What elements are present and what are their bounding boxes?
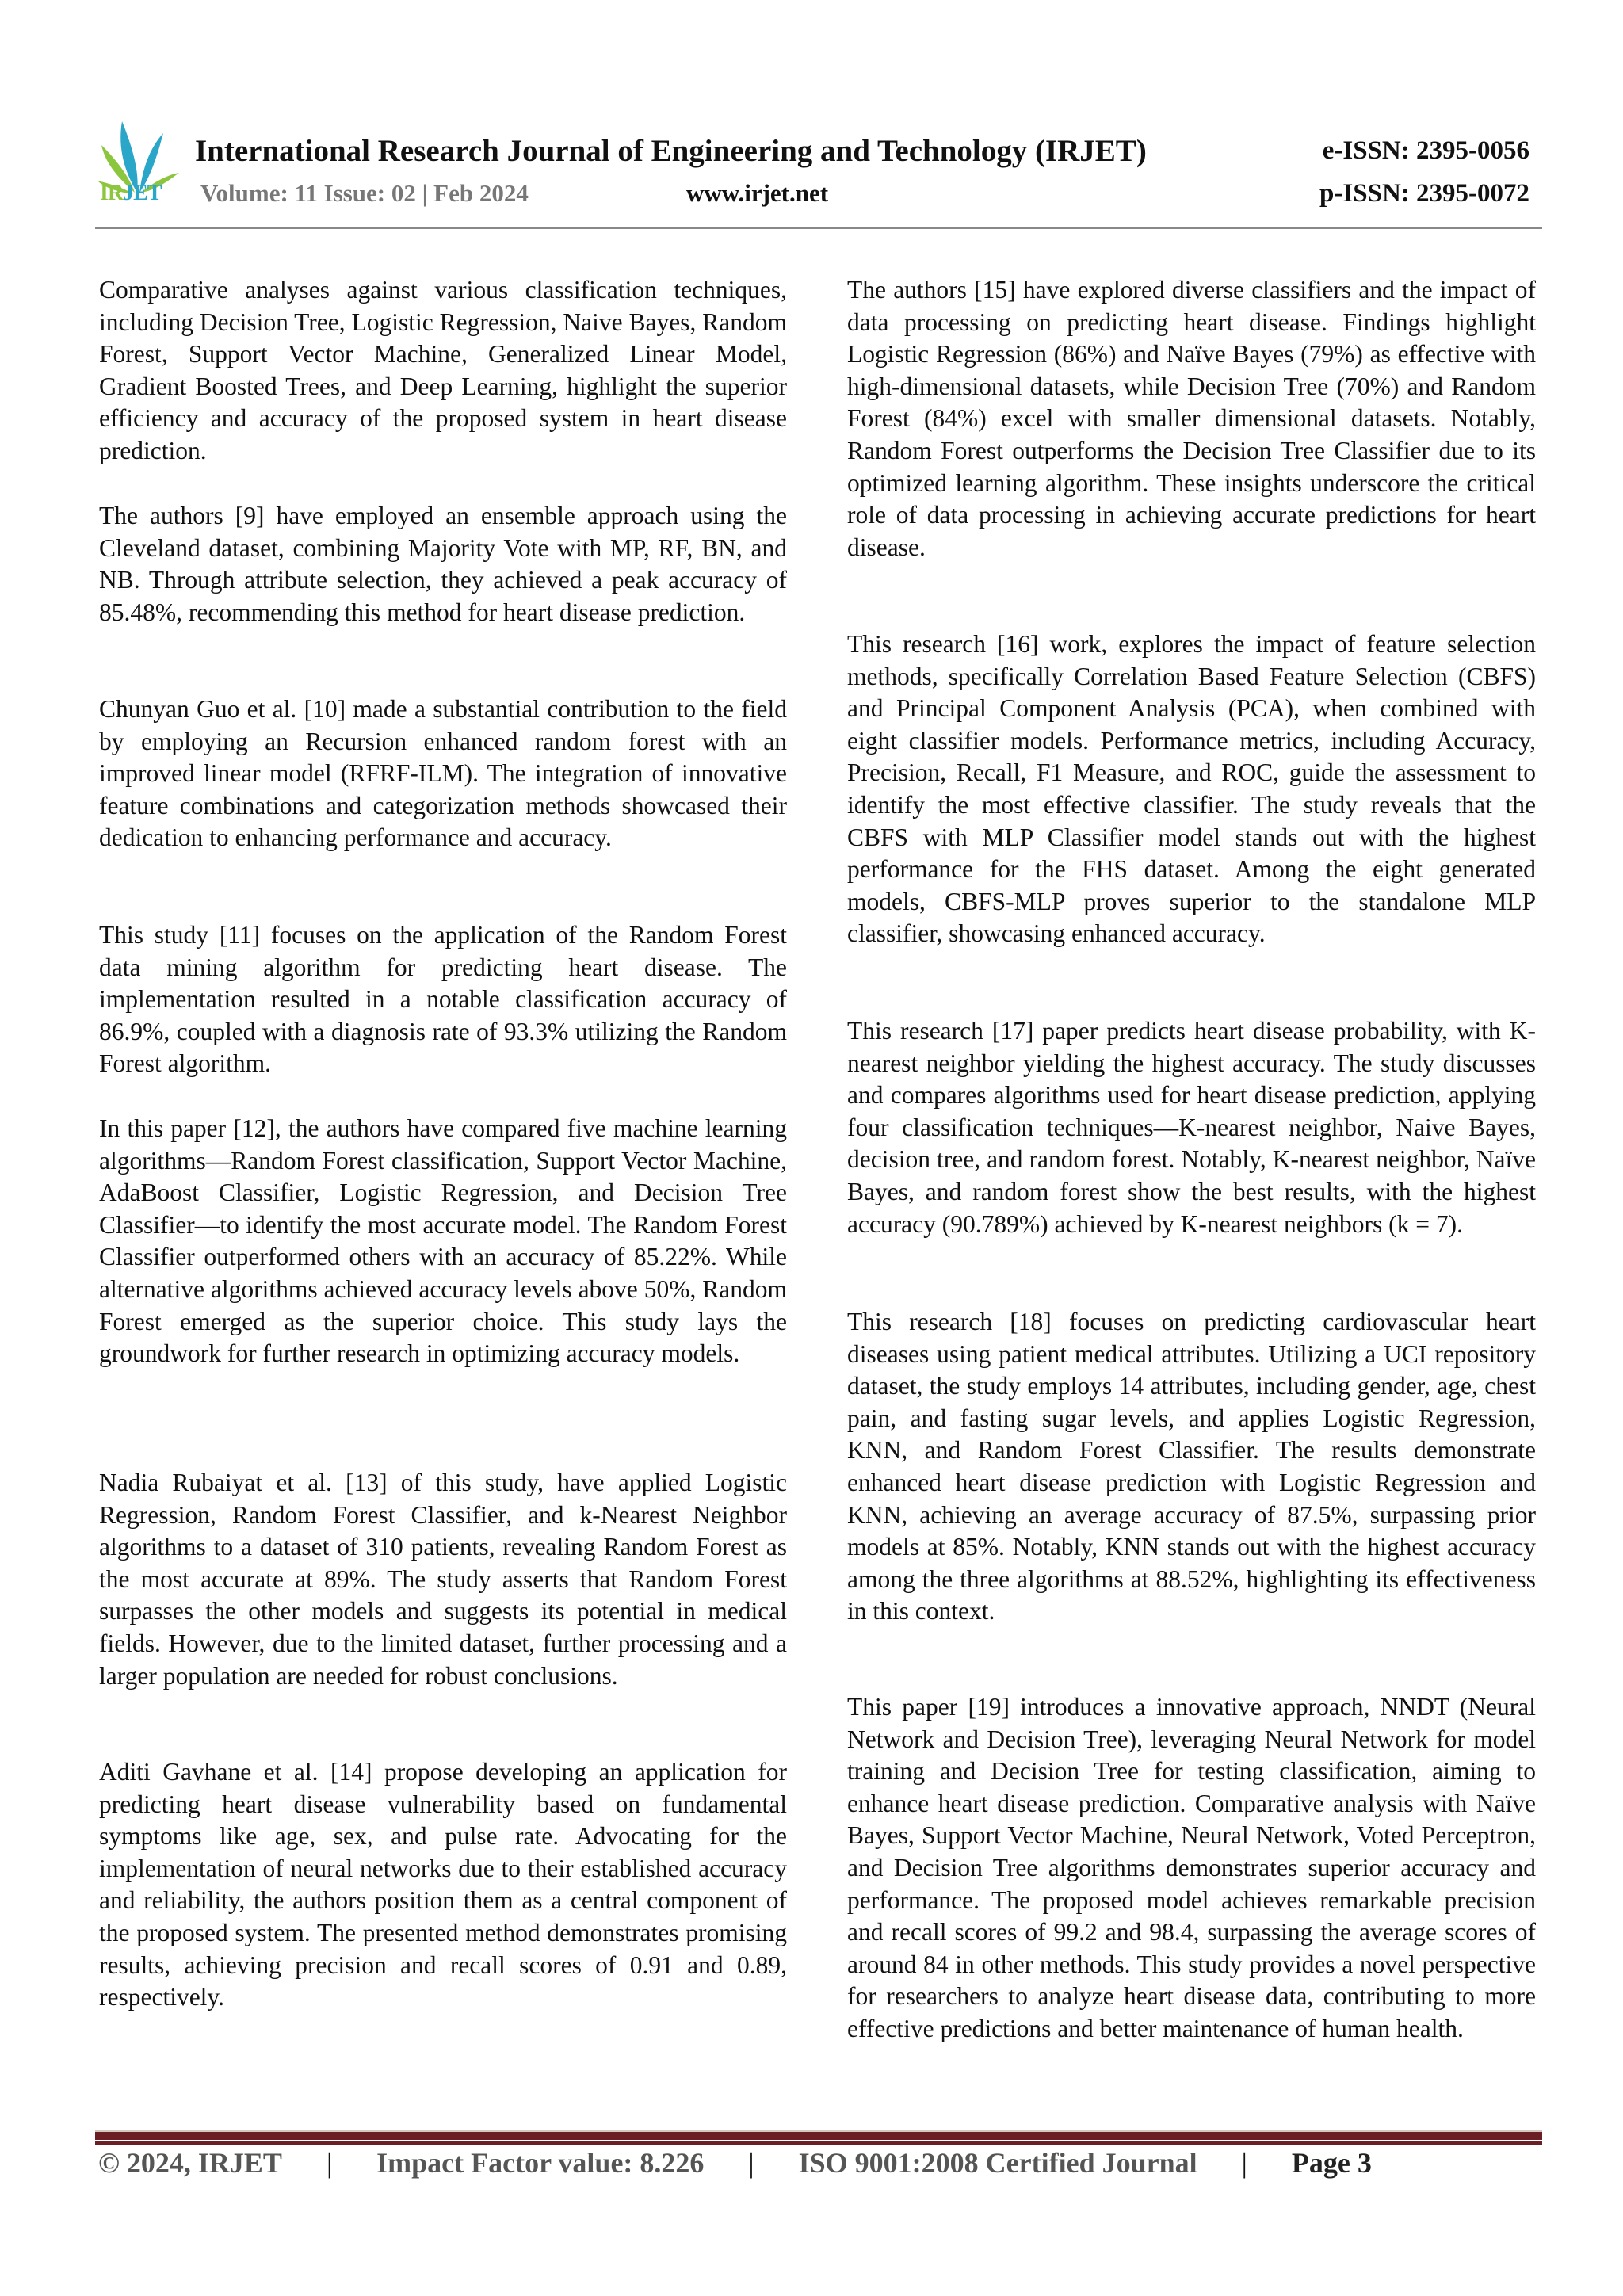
logo-text: IRJET <box>100 181 162 205</box>
paragraph: In this paper [12], the authors have compared five machine learning algorithms—Random Forest classification, Support Vector Machine, AdaBoost Classifier, Logistic Regression, and Decision Tree Classifier—to identify the most accurate model. The Random Forest Classifier outperformed others with an accuracy of 85.22%. While alternative algorithms achieved accuracy levels above 50%, Random Forest emerged as the superior choice. This study lays the groundwork for further research in optimizing accuracy models. <box>99 1114 787 1368</box>
paragraph: This research [17] paper predicts heart disease probability, with K-nearest neighbor yielding the highest accuracy. The study discusses and compares algorithms used for heart disease prediction, applying four classification techniques—K-nearest neighbor, Naive Bayes, decision tree, and random forest. Notably, K-nearest neighbor, Naïve Bayes, and random forest show the best results, with the highest accuracy (90.789%) achieved by K-nearest neighbors (k = 7). <box>847 1017 1536 1238</box>
paragraph: Chunyan Guo et al. [10] made a substantial contribution to the field by employing an Recursion enhanced random forest with an improved linear model (RFRF-ILM). The integration of innovative feature combinations and categorization methods showcased their dedication to enhancing performance and accuracy. <box>99 695 787 852</box>
paragraph: This study [11] focuses on the application of the Random Forest data mining algorithm for predicting heart disease. The implementation resulted in a notable classification accuracy of 86.9%, coupled with a diagnosis rate of 93.3% utilizing the Random Forest algorithm. <box>99 921 787 1078</box>
website-link[interactable]: www.irjet.net <box>686 179 829 207</box>
volume-issue: Volume: 11 Issue: 02 | Feb 2024 <box>200 179 529 207</box>
footer-divider <box>95 2130 1542 2140</box>
paragraph: Nadia Rubaiyat et al. [13] of this study, have applied Logistic Regression, Random Forest Classifier, and k-Nearest Neighbor algorithms to a dataset of 310 patients, revealing Random Forest as the most accurate at 89%. The study asserts that Random Forest surpasses the other models and suggests its potential in medical fields. However, due to the limited dataset, further processing and a larger population are needed for robust conclusions. <box>99 1469 787 1690</box>
separator: | <box>326 2147 333 2179</box>
paragraph: This paper [19] introduces a innovative approach, NNDT (Neural Network and Decision Tree), leveraging Neural Network for model training and Decision Tree for testing classification, aiming to enhance heart disease prediction. Comparative analysis with Naïve Bayes, Support Vector Machine, Neural Network, Voted Perceptron, and Decision Tree algorithms demonstrates superior accuracy and performance. The proposed model achieves remarkable precision and recall scores of 99.2 and 98.4, surpassing the average scores of around 84 in other methods. This study provides a novel perspective for researchers to analyze heart disease data, contributing to more effective predictions and better maintenance of human health. <box>847 1693 1536 2042</box>
journal-title: International Research Journal of Engineering and Technology (IRJET) <box>195 134 1147 168</box>
header-divider <box>95 227 1542 229</box>
page-number: Page 3 <box>1291 2147 1372 2179</box>
paragraph: Aditi Gavhane et al. [14] propose developing an application for predicting heart disease vulnerability based on fundamental symptoms like age, sex, and pulse rate. Advocating for the implementation of neural networks due to their established accuracy and reliability, the authors position them as a central component of the proposed system. The presented method demonstrates promising results, achieving precision and recall scores of 0.91 and 0.89, respectively. <box>99 1758 787 2011</box>
impact-factor: Impact Factor value: 8.226 <box>376 2147 705 2179</box>
paragraph: Comparative analyses against various classification techniques, including Decision Tree, Logistic Regression, Naive Bayes, Random Forest, Support Vector Machine, Generalized Linear Model, Gradient Boosted Trees, and Deep Learning, highlight the superior efficiency and accuracy of the proposed system in heart disease prediction. <box>99 276 787 464</box>
e-issn: e-ISSN: 2395-0056 <box>1322 136 1529 165</box>
paragraph: The authors [15] have explored diverse classifiers and the impact of data processing on predicting heart disease. Findings highlight Logistic Regression (86%) and Naïve Bayes (79%) as effective with high-dimensional datasets, while Decision Tree (70%) and Random Forest (84%) excel with smaller dimensional datasets. Notably, Random Forest outperforms the Decision Tree Classifier due to its optimized learning algorithm. These insights underscore the critical role of data processing in achieving accurate predictions for heart disease. <box>847 276 1536 561</box>
certification: ISO 9001:2008 Certified Journal <box>798 2147 1197 2179</box>
footer-divider-thin <box>95 2141 1542 2145</box>
page-footer <box>98 2146 1372 2179</box>
paragraph: This research [18] focuses on predicting cardiovascular heart diseases using patient medical attributes. Utilizing a UCI repository dataset, the study employs 14 attributes, including gender, age, chest pain, and fasting sugar levels, and applies Logistic Regression, KNN, and Random Forest Classifier. The results demonstrate enhanced heart disease prediction with Logistic Regression and KNN, achieving an average accuracy of 87.5%, surpassing prior models at 85%. Notably, KNN stands out with the highest accuracy among the three algorithms at 88.52%, highlighting its effectiveness in this context. <box>847 1308 1536 1626</box>
p-issn: p-ISSN: 2395-0072 <box>1319 179 1529 208</box>
copyright: © 2024, IRJET <box>98 2147 282 2179</box>
separator: | <box>748 2147 754 2179</box>
paragraph: This research [16] work, explores the impact of feature selection methods, specifically Correlation Based Feature Selection (CBFS) and Principal Component Analysis (PCA), when combined with eight classifier models. Performance metrics, including Accuracy, Precision, Recall, F1 Measure, and ROC, guide the assessment to identify the most effective classifier. The study reveals that the CBFS with MLP Classifier model stands out with the highest performance for the FHS dataset. Among the eight generated models, CBFS-MLP proves superior to the standalone MLP classifier, showcasing enhanced accuracy. <box>847 630 1536 948</box>
paragraph: The authors [9] have employed an ensemble approach using the Cleveland dataset, combining Majority Vote with MP, RF, BN, and NB. Through attribute selection, they achieved a peak accuracy of 85.48%, recommending this method for heart disease prediction. <box>99 502 787 626</box>
separator: | <box>1241 2147 1247 2179</box>
